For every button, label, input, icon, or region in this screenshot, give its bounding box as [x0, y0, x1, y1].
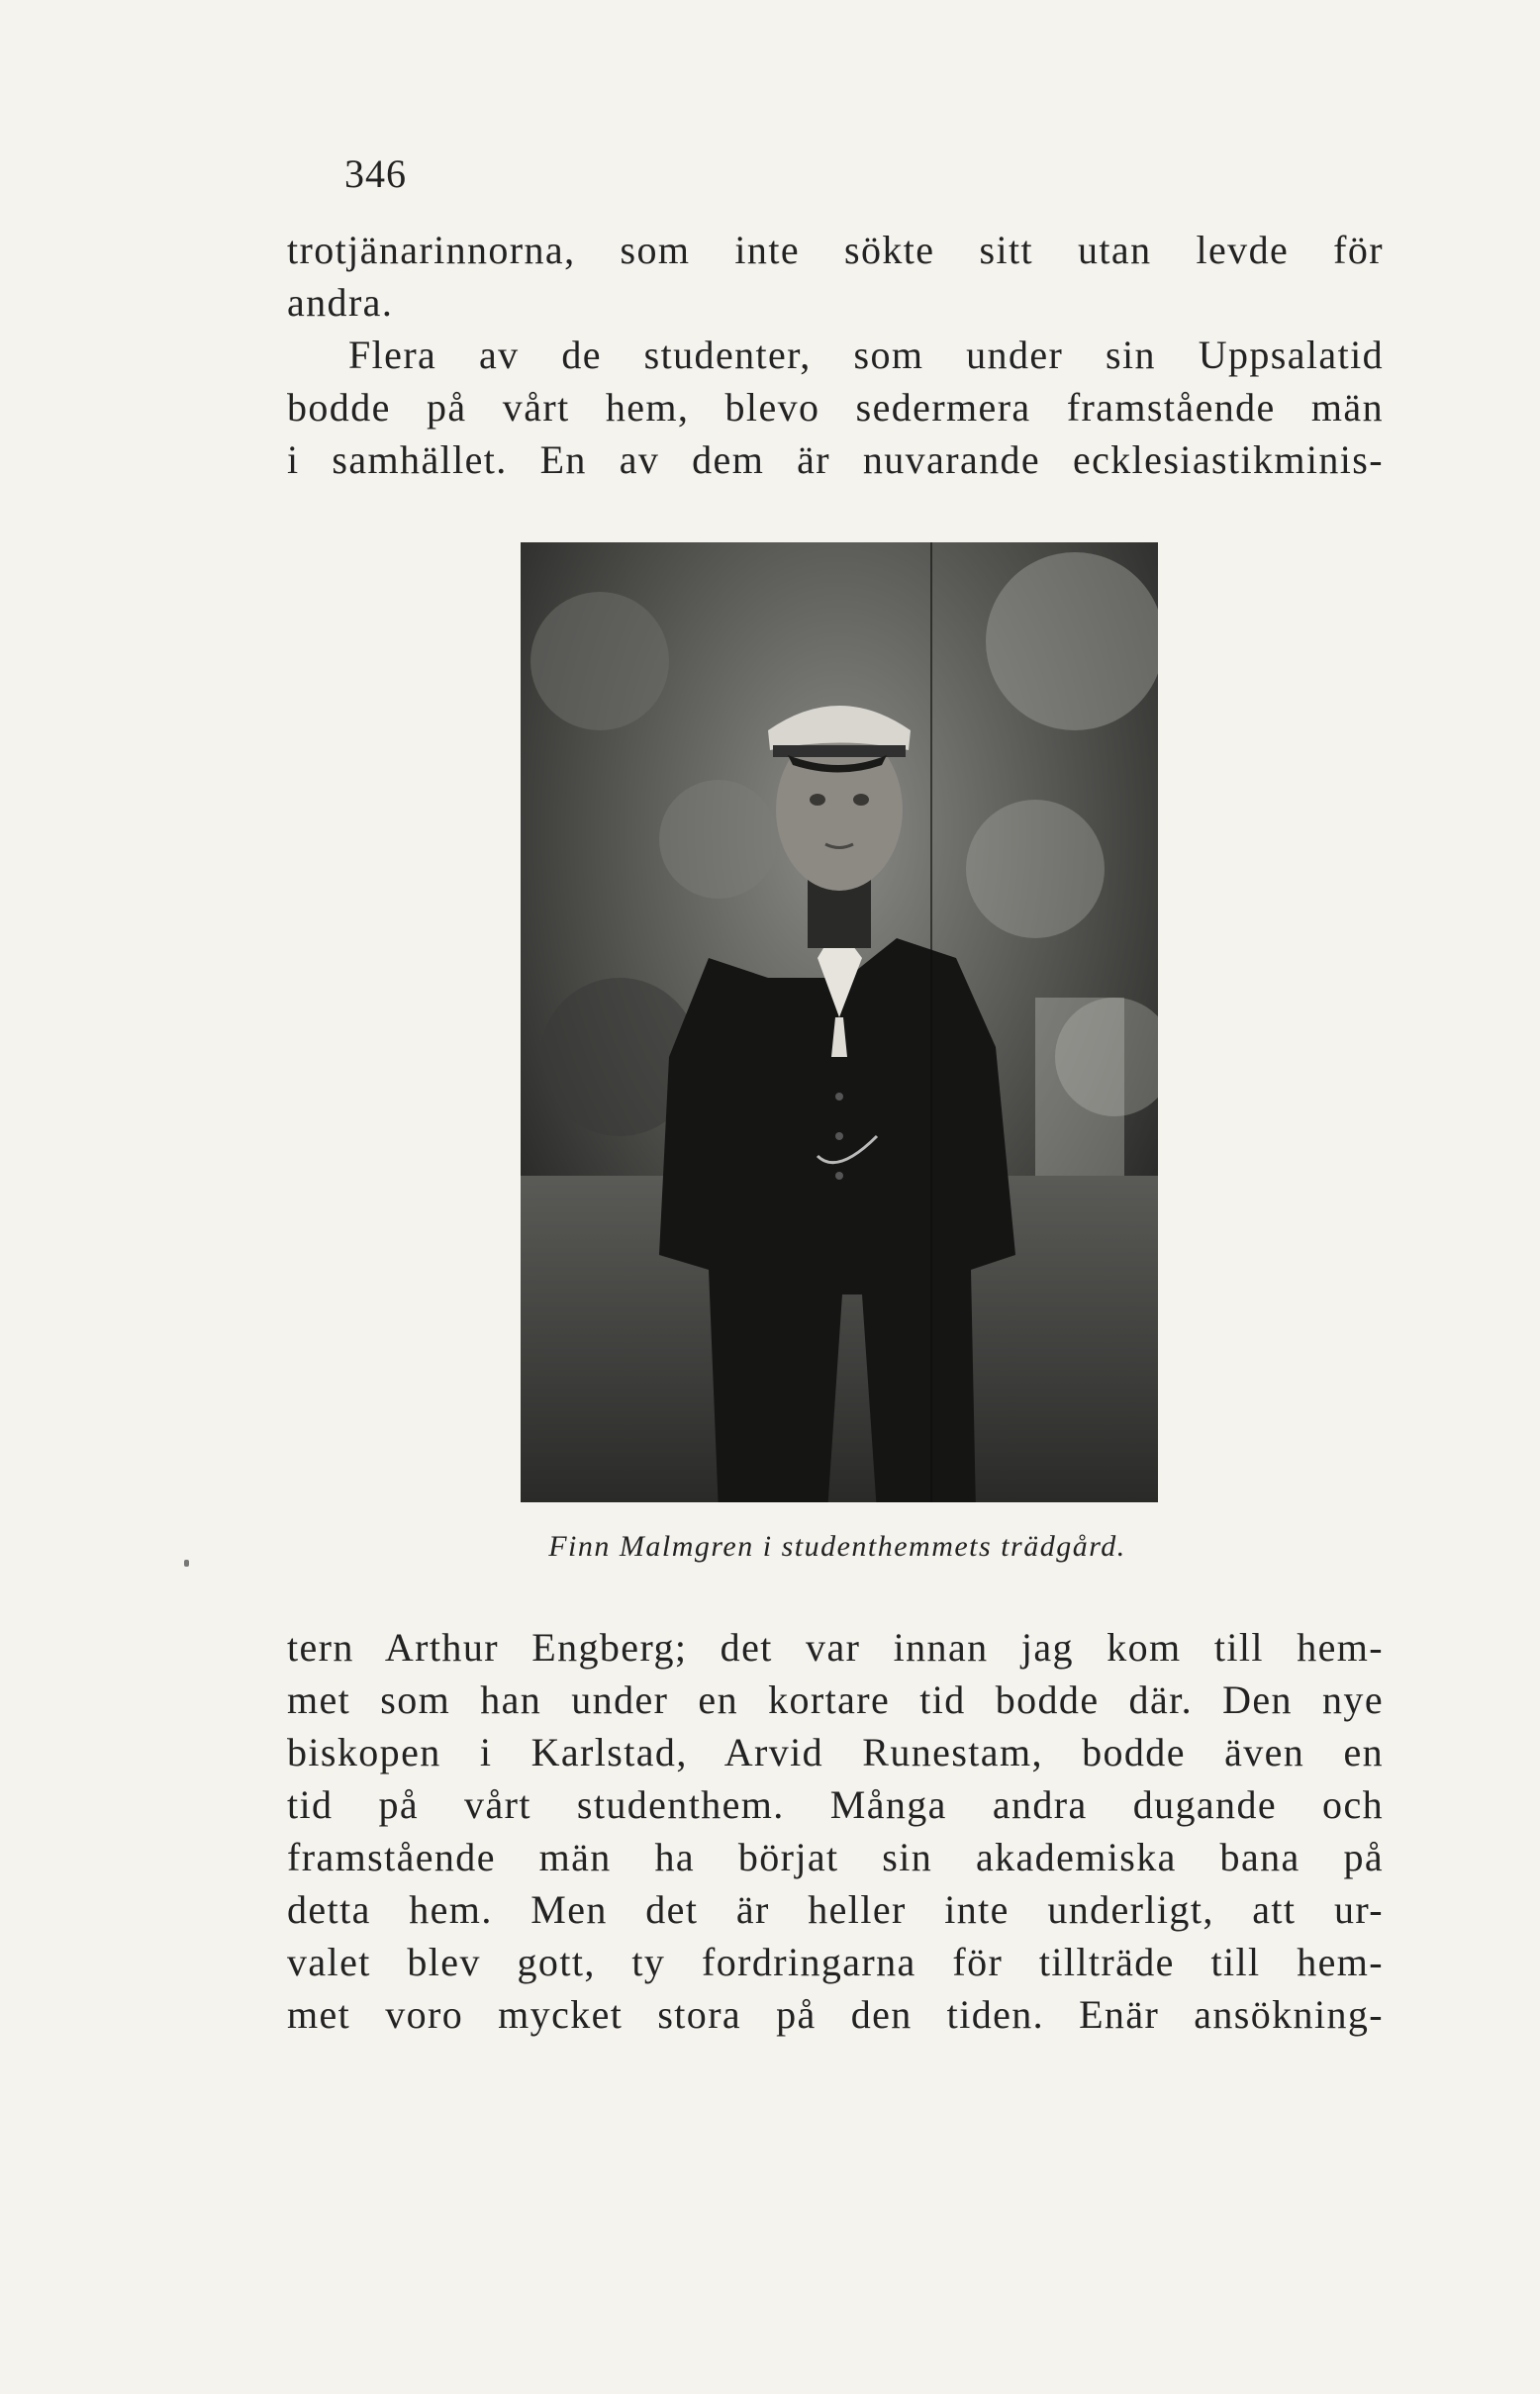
text-line: met voro mycket stora på den tiden. Enär ansökning- [287, 1992, 1384, 2037]
text-line: andra. [287, 280, 394, 325]
text-line: valet blev gott, ty fordringarna för tillträde till hem- [287, 1940, 1384, 1984]
text-line: trotjänarinnorna, som inte sökte sitt utan levde för [287, 228, 1384, 272]
portrait-photo [521, 542, 1158, 1502]
text-line: tern Arthur Engberg; det var innan jag kom till hem- [287, 1625, 1384, 1670]
page-number: 346 [344, 151, 407, 196]
text-line: bodde på vårt hem, blevo sedermera framstående män [287, 385, 1384, 430]
text-line: met som han under en kortare tid bodde där. Den nye [287, 1677, 1384, 1722]
print-speck [184, 1560, 189, 1567]
text-line: detta hem. Men det är heller inte underligt, att ur- [287, 1887, 1384, 1932]
paragraph-block-top [287, 224, 1384, 486]
text-line: Flera av de studenter, som under sin Uppsalatid [348, 333, 1384, 377]
photo-caption: Finn Malmgren i studenthemmets trädgård. [548, 1530, 1126, 1563]
portrait-illustration [521, 542, 1158, 1502]
text-line: framstående män ha börjat sin akademiska bana på [287, 1835, 1384, 1879]
text-line: tid på vårt studenthem. Många andra dugande och [287, 1782, 1384, 1827]
paragraph-block-bottom [287, 1621, 1384, 2041]
text-line: biskopen i Karlstad, Arvid Runestam, bodde även en [287, 1730, 1384, 1774]
text-line: i samhället. En av dem är nuvarande ecklesiastikminis- [287, 437, 1384, 482]
